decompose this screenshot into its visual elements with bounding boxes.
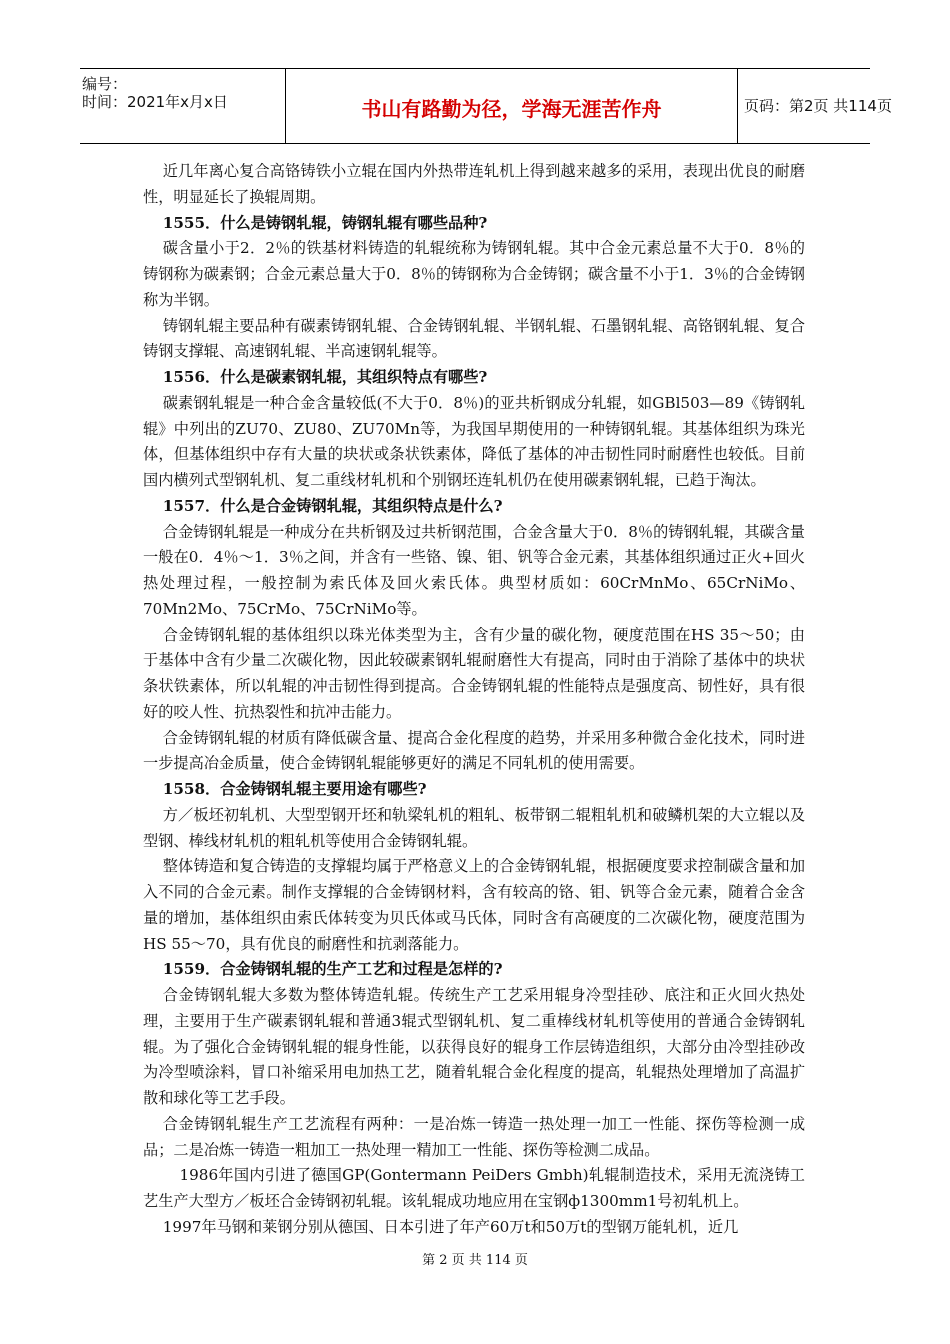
document-number-label: 编号： [82,75,128,93]
body-paragraph: 近几年离心复合高铬铸铁小立辊在国内外热带连轧机上得到越来越多的采用，表现出优良的耐磨性，明显延长了换辊周期。 [143,162,805,206]
body-paragraph: 碳素钢轧辊是一种合金含量较低(不大于0．8％)的亚共析钢成分轧辊，如GBl503—89《铸钢轧辊》中列出的ZU70、ZU80、ZU70Mn等，为我国早期使用的一种铸钢轧辊。其基体组织为珠光体，但基体组织中存有大量的块状或条状铁素体，降低了基体的冲击韧性同时耐磨性也较低。目前国内横列式型钢轧机、复二重线材轧机和个别钢坯连轧机仍在使用碳素钢轧辊，已趋于淘汰。 [143,393,805,489]
body-paragraph: 合金铸钢轧辊生产工艺流程有两种：一是冶炼一铸造一热处理一加工一性能、探伤等检测一成品；二是冶炼一铸造一粗加工一热处理一精加工一性能、探伤等检测二成品。 [143,1114,805,1159]
body-paragraph: 碳含量小于2．2％的铁基材料铸造的轧辊统称为铸钢轧辊。其中合金元素总量不大于0．8％的铸钢称为碳素钢；合金元素总量大于0．8％的铸钢称为合金铸钢；碳含量不小于1．3％的合金铸钢称为半钢。 [143,239,805,309]
body-paragraph: 合金铸钢轧辊大多数为整体铸造轧辊。传统生产工艺采用辊身冷型挂砂、底注和正火回火热处理，主要用于生产碳素钢轧辊和普通3辊式型钢轧机、复二重棒线材轧机等使用的普通合金铸钢轧辊。为了强化合金铸钢轧辊的辊身性能，以获得良好的辊身工作层铸造组织，大部分由冷型挂砂改为冷型喷涂料，冒口补缩采用电加热工艺，随着轧辊合金化程度的提高，轧辊热处理增加了高温扩散和球化等工艺手段。 [143,986,805,1107]
body-paragraph: 铸钢轧辊主要品种有碳素铸钢轧辊、合金铸钢轧辊、半钢轧辊、石墨钢轧辊、高铬钢轧辊、复合铸钢支撑辊、高速钢轧辊、半高速钢轧辊等。 [143,316,805,361]
body-paragraph: 合金铸钢轧辊的材质有降低碳含量、提高合金化程度的趋势，并采用多种微合金化技术，同时进一步提高冶金质量，使合金铸钢轧辊能够更好的满足不同轧机的使用需要。 [143,728,805,773]
document-body [143,159,805,1241]
page-footer: 第 2 页 共 114 页 [422,1253,528,1268]
page-header [80,68,892,144]
body-paragraph: 合金铸钢轧辊是一种成分在共析钢及过共析钢范围，合金含量大于0．8％的铸钢轧辊，其碳含量一般在0．4％～1．3％之间，并含有一些铬、镍、钼、钒等合金元素，其基体组织通过正火+回火热处理过程，一般控制为索氏体及回火索氏体。典型材质如：60CrMnMo、65CrNiMo、70Mn2Mo、75CrMo、75CrNiMo等。 [143,522,805,618]
question-heading: 1555．什么是铸钢轧辊，铸钢轧辊有哪些品种? [162,213,488,232]
header-meta [80,69,285,143]
question-heading: 1559．合金铸钢轧辊的生产工艺和过程是怎样的? [162,960,503,979]
header-motto: 书山有路勤为径，学海无涯苦作舟 [361,97,662,121]
header-page-cell [738,69,892,143]
body-paragraph: 1997年马钢和莱钢分别从德国、日本引进了年产60万t和50万t的型钢万能轧机，近几 [162,1217,739,1236]
body-paragraph: 合金铸钢轧辊的基体组织以珠光体类型为主，含有少量的碳化物，硬度范围在HS 35～50；由于基体中含有少量二次碳化物，因此较碳素钢轧辊耐磨性大有提高，同时由于消除了基体中的块状条状铁素体，所以轧辊的冲击韧性得到提高。合金铸钢轧辊的性能特点是强度高、韧性好，具有很好的咬人性、抗热裂性和抗冲击能力。 [143,625,805,721]
question-heading: 1558．合金铸钢轧辊主要用途有哪些? [162,780,427,798]
header-motto-cell [285,69,738,143]
body-paragraph: 1986年国内引进了德国GP(Gontermann PeiDers Gmbh)轧辊制造技术，采用无流浇铸工艺生产大型方／板坯合金铸钢初轧辊。该轧辊成功地应用在宝钢ф1300mm1号初轧机上。 [143,1166,805,1210]
question-heading: 1557．什么是合金铸钢轧辊，其组织特点是什么? [162,496,503,515]
question-heading: 1556．什么是碳素钢轧辊，其组织特点有哪些? [162,368,488,386]
header-page-info: 页码：第2页 共114页 [744,97,892,115]
document-time-label: 时间：2021年x月x日 [82,93,228,111]
body-paragraph: 整体铸造和复合铸造的支撑辊均属于严格意义上的合金铸钢轧辊，根据硬度要求控制碳含量和加入不同的合金元素。制作支撑辊的合金铸钢材料，含有较高的铬、钼、钒等合金元素，随着合金含量的增加，基体组织由索氏体转变为贝氏体或马氏体，同时含有高硬度的二次碳化物，硬度范围为HS 55～70，具有优良的耐磨性和抗剥落能力。 [143,857,805,953]
body-paragraph: 方／板坯初轧机、大型型钢开坯和轨梁轧机的粗轧、板带钢二辊粗轧机和破鳞机架的大立辊以及型钢、棒线材轧机的粗轧机等使用合金铸钢轧辊。 [143,805,805,850]
